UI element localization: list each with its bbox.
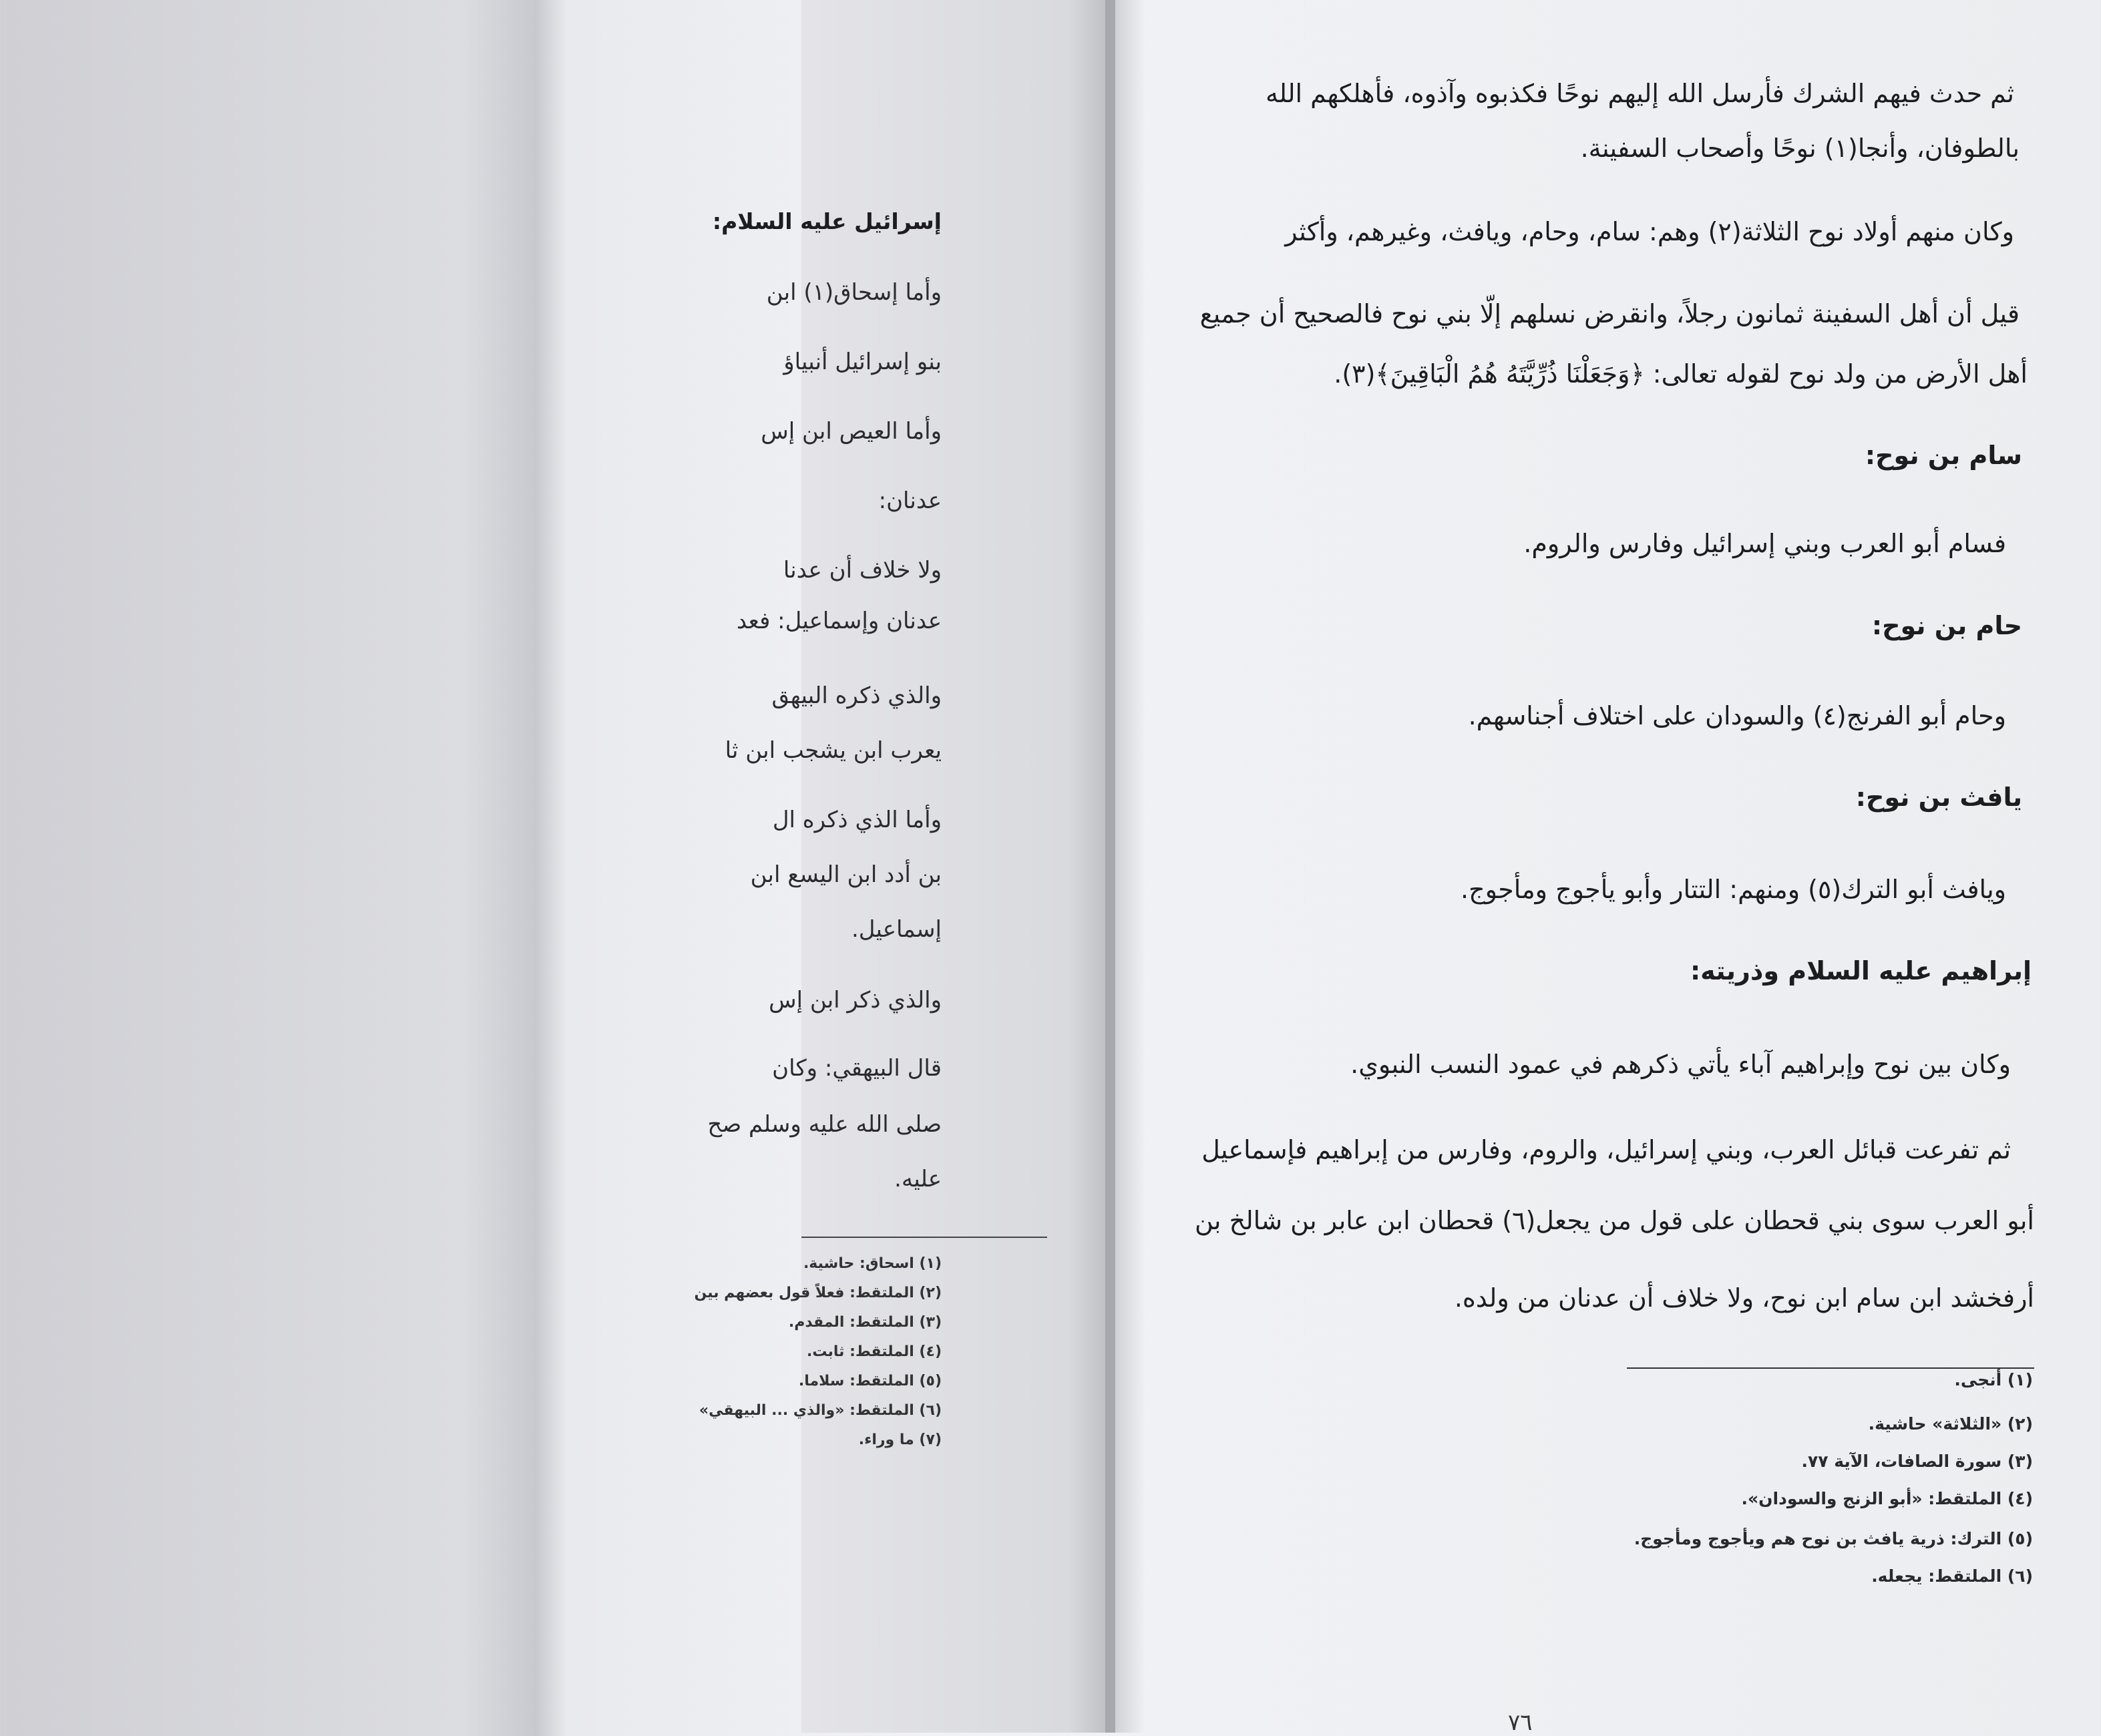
left-page-line: بن أدد ابن اليسع ابن xyxy=(750,861,942,888)
left-page-line: صلى الله عليه وسلم صح xyxy=(707,1111,942,1138)
left-page-line: والذي ذكره البيهق xyxy=(771,682,942,709)
text-line: ويافث أبو الترك(٥) ومنهم: التتار وأبو يأجوج ومأجوج. xyxy=(1461,875,2006,904)
left-footnote: (٣) الملتقط: المقدم. xyxy=(788,1314,942,1331)
left-page-line: بنو إسرائيل أنبياؤ xyxy=(783,349,942,375)
text-line: ثم حدث فيهم الشرك فأرسل الله إليهم نوحًا فكذبوه وآذوه، فأهلكهم الله xyxy=(1266,79,2014,108)
text-line: وكان بين نوح وإبراهيم آباء يأتي ذكرهم في عمود النسب النبوي. xyxy=(1350,1050,2011,1079)
left-footnote: (٢) الملتقط: فعلاً قول بعضهم بين xyxy=(694,1285,942,1301)
footnote: (٦) الملتقط: يجعله. xyxy=(1871,1566,2033,1586)
left-page-footnotes xyxy=(0,0,1048,1733)
left-page-line: عليه. xyxy=(894,1166,942,1192)
left-page xyxy=(694,0,1115,1733)
left-page-line: عدنان: xyxy=(878,487,942,514)
left-page-line: عدنان وإسماعيل: فعد xyxy=(736,608,942,634)
footnote: (١) أنجى. xyxy=(1954,1370,2033,1389)
left-page-line: إسماعيل. xyxy=(851,916,942,943)
text-line: أرفخشد ابن سام ابن نوح، ولا خلاف أن عدنان من ولده. xyxy=(1454,1283,2034,1313)
footnote: (٤) الملتقط: «أبو الزنج والسودان». xyxy=(1741,1489,2033,1508)
text-line: أبو العرب سوى بني قحطان على قول من يجعل(٦) قحطان ابن عابر بن شالخ بن xyxy=(1194,1206,2034,1235)
section-heading: إبراهيم عليه السلام وذريته: xyxy=(1690,956,2032,986)
section-heading: يافث بن نوح: xyxy=(1855,783,2022,812)
right-page xyxy=(1134,0,2101,1736)
left-footnote: (٥) الملتقط: سلاما. xyxy=(798,1373,942,1389)
text-line: قيل أن أهل السفينة ثمانون رجلاً، وانقرض نسلهم إلّا بني نوح فالصحيح أن جميع xyxy=(1199,299,2020,329)
left-footnote: (٧) ما وراء. xyxy=(858,1432,942,1448)
left-footnote: (٤) الملتقط: ثابت. xyxy=(806,1343,942,1360)
footnote: (٣) سورة الصافات، الآية ٧٧. xyxy=(1801,1452,2033,1471)
left-page-line: وأما العيص ابن إس xyxy=(761,418,942,445)
left-footnote: (٦) الملتقط: «والذي ... البيهقي» xyxy=(699,1402,942,1419)
left-page-line: وأما الذي ذكره ال xyxy=(772,807,942,833)
left-page-line: ولا خلاف أن عدنا xyxy=(783,557,942,584)
text-line: بالطوفان، وأنجا(١) نوحًا وأصحاب السفينة. xyxy=(1580,134,2020,163)
text-line: وكان منهم أولاد نوح الثلاثة(٢) وهم: سام، وحام، ويافث، وغيرهم، وأكثر xyxy=(1285,217,2014,246)
text-line: أهل الأرض من ولد نوح لقوله تعالى: ﴿وَجَعَلْنَا ذُرِّيَّتَهُ هُمُ الْبَاقِينَ﴾(٣). xyxy=(1334,359,2028,389)
section-heading: سام بن نوح: xyxy=(1865,441,2022,470)
section-heading: حام بن نوح: xyxy=(1871,611,2022,640)
left-page-line: قال البيهقي: وكان xyxy=(772,1055,942,1082)
left-page-line: والذي ذكر ابن إس xyxy=(769,987,942,1014)
left-page-line: وأما إسحاق(١) ابن xyxy=(766,279,942,306)
left-footnote: (١) اسحاق: حاشية. xyxy=(803,1255,942,1272)
page-number: ٧٦ xyxy=(1508,1709,1533,1736)
footnote: (٢) «الثلاثة» حاشية. xyxy=(1868,1414,2033,1434)
text-line: وحام أبو الفرنج(٤) والسودان على اختلاف أجناسهم. xyxy=(1468,701,2006,730)
footnote: (٥) الترك: ذرية يافث بن نوح هم ويأجوج ومأجوج. xyxy=(1634,1529,2033,1548)
left-page-heading: إسرائيل عليه السلام: xyxy=(712,208,942,234)
text-line: ثم تفرعت قبائل العرب، وبني إسرائيل، والروم، وفارس من إبراهيم فإسماعيل xyxy=(1201,1135,2011,1164)
text-line: فسام أبو العرب وبني إسرائيل وفارس والروم. xyxy=(1523,529,2006,558)
left-page-line: يعرب ابن يشجب ابن ثا xyxy=(725,737,942,764)
footnote-rule xyxy=(1627,1367,2034,1369)
